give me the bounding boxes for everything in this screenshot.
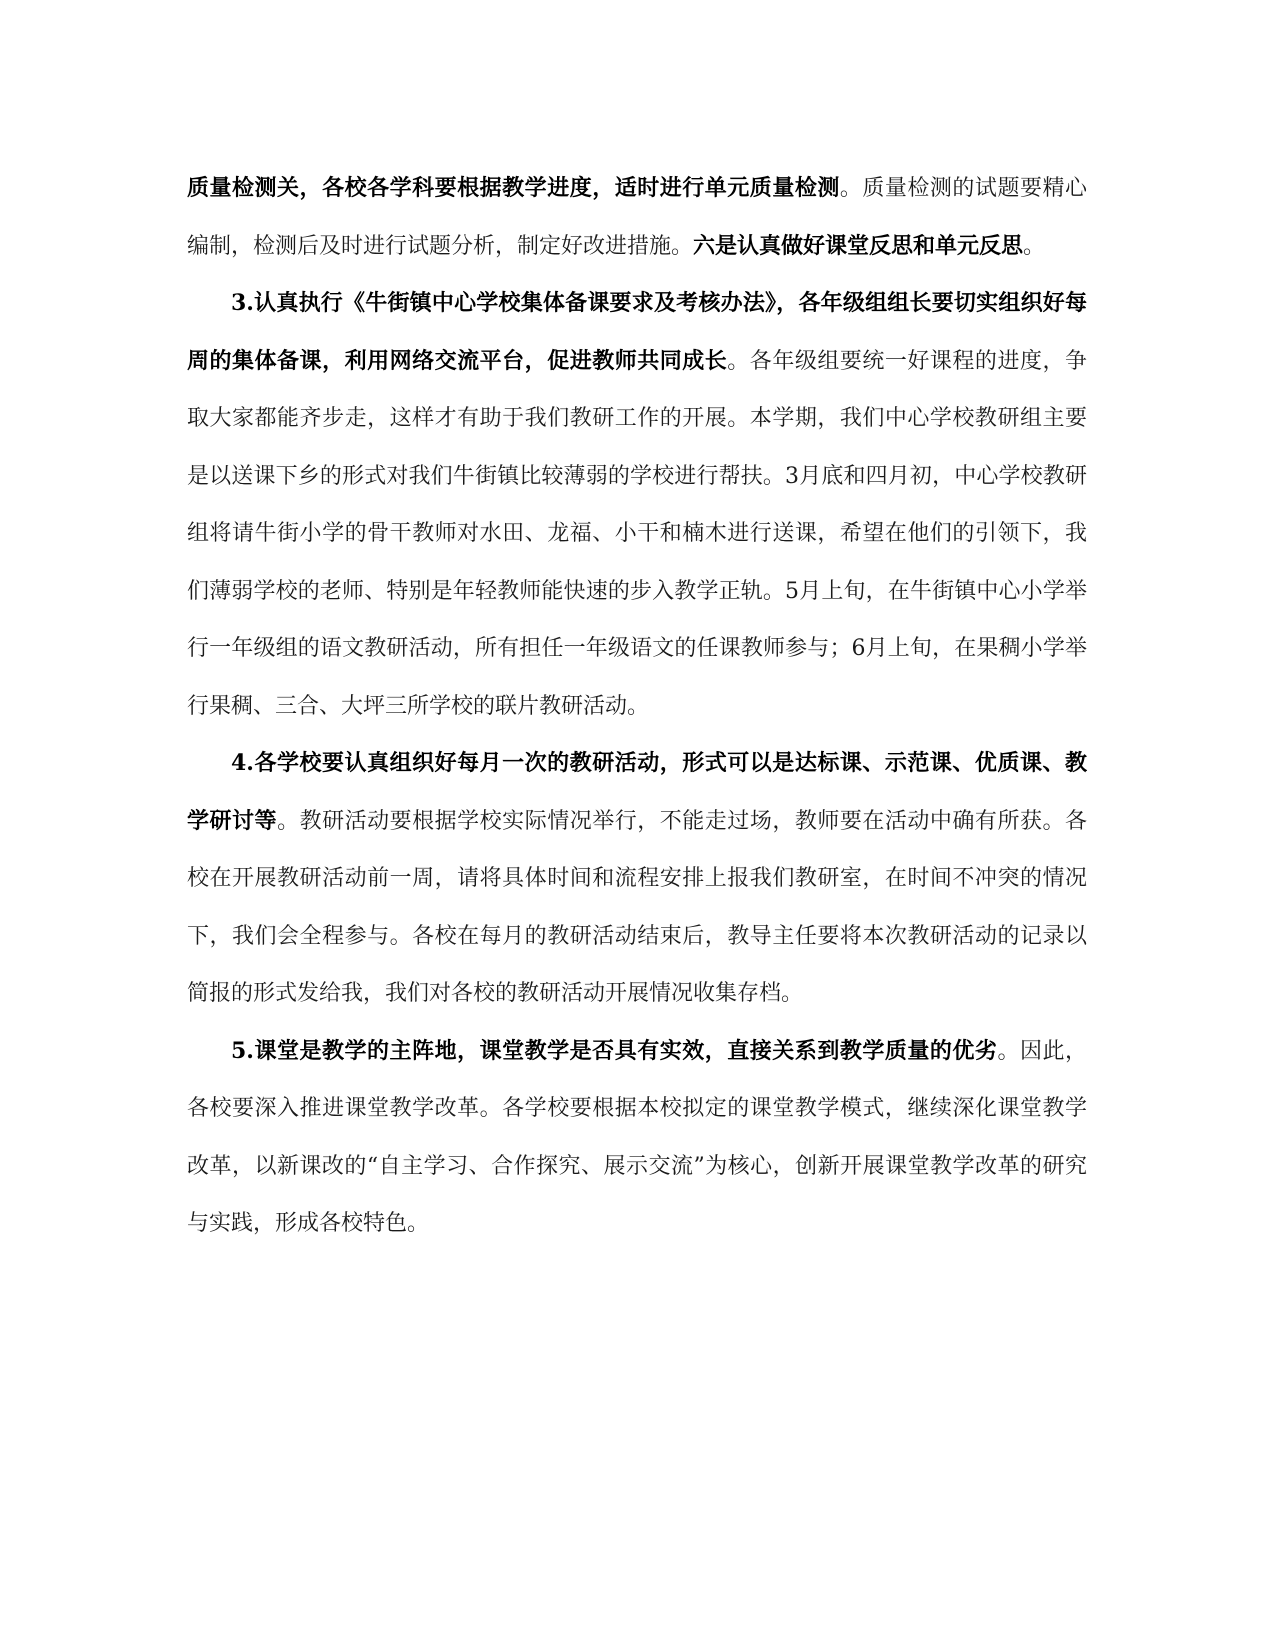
run-bold: 5.课堂是教学的主阵地，课堂教学是否具有实效，直接关系到教学质量的优劣 [231,1037,998,1064]
paragraph-item-5 [187,1023,1087,1253]
run-bold: 六是认真做好课堂反思和单元反思 [693,232,1024,259]
run-bold: 4.各学校要认真组织好每月一次的教研活动，形式可以是达标课、示范课、优质课、教学研讨等 [187,750,1087,834]
run-normal: 。各年级组要统一好课程的进度，争取大家都能齐步走，这样才有助于我们教研工作的开展。本学期，我们中心学校教研组主要是以送课下乡的形式对我们牛街镇比较薄弱的学校进行帮扶。3月底和四月初，中心学校教研组将请牛街小学的骨干教师对水田、龙福、小干和楠木进行送课，希望在他们的引领下，我们薄弱学校的老师、特别是年轻教师能快速的步入教学正轨。5月上旬，在牛街镇中心小学举行一年级组的语文教研活动，所有担任一年级语文的任课教师参与；6月上旬，在果稠小学举行果稠、三合、大坪三所学校的联片教研活动。 [187,348,1087,719]
paragraph-item-3 [187,275,1087,735]
run-bold: 质量检测关，各校各学科要根据教学进度，适时进行单元质量检测 [187,175,840,201]
run-bold: 3.认真执行《牛街镇中心学校集体备课要求及考核办法》，各年级组组长要切实组织好每周的集体备课，利用网络交流平台，促进教师共同成长 [187,290,1087,374]
run-normal: 。质量检测的试题要精心编制，检测后及时进行试题分析，制定好改进措施。 [187,176,1087,259]
paragraph-item-4 [187,735,1087,1023]
run-normal: 。因此，各校要深入推进课堂教学改革。各学校要根据本校拟定的课堂教学模式，继续深化课堂教学改革，以新课改的“自主学习、合作探究、展示交流”为核心，创新开展课堂教学改革的研究与实践，形成各校特色。 [187,1038,1087,1236]
run-normal: 。教研活动要根据学校实际情况举行，不能走过场，教师要在活动中确有所获。各校在开展教研活动前一周，请将具体时间和流程安排上报我们教研室，在时间不冲突的情况下，我们会全程参与。各校在每月的教研活动结束后，教导主任要将本次教研活动的记录以简报的形式发给我，我们对各校的教研活动开展情况收集存档。 [187,808,1087,1006]
document-body [187,160,1087,1253]
run-normal: 。 [1023,233,1046,259]
paragraph-quality-check [187,160,1087,275]
